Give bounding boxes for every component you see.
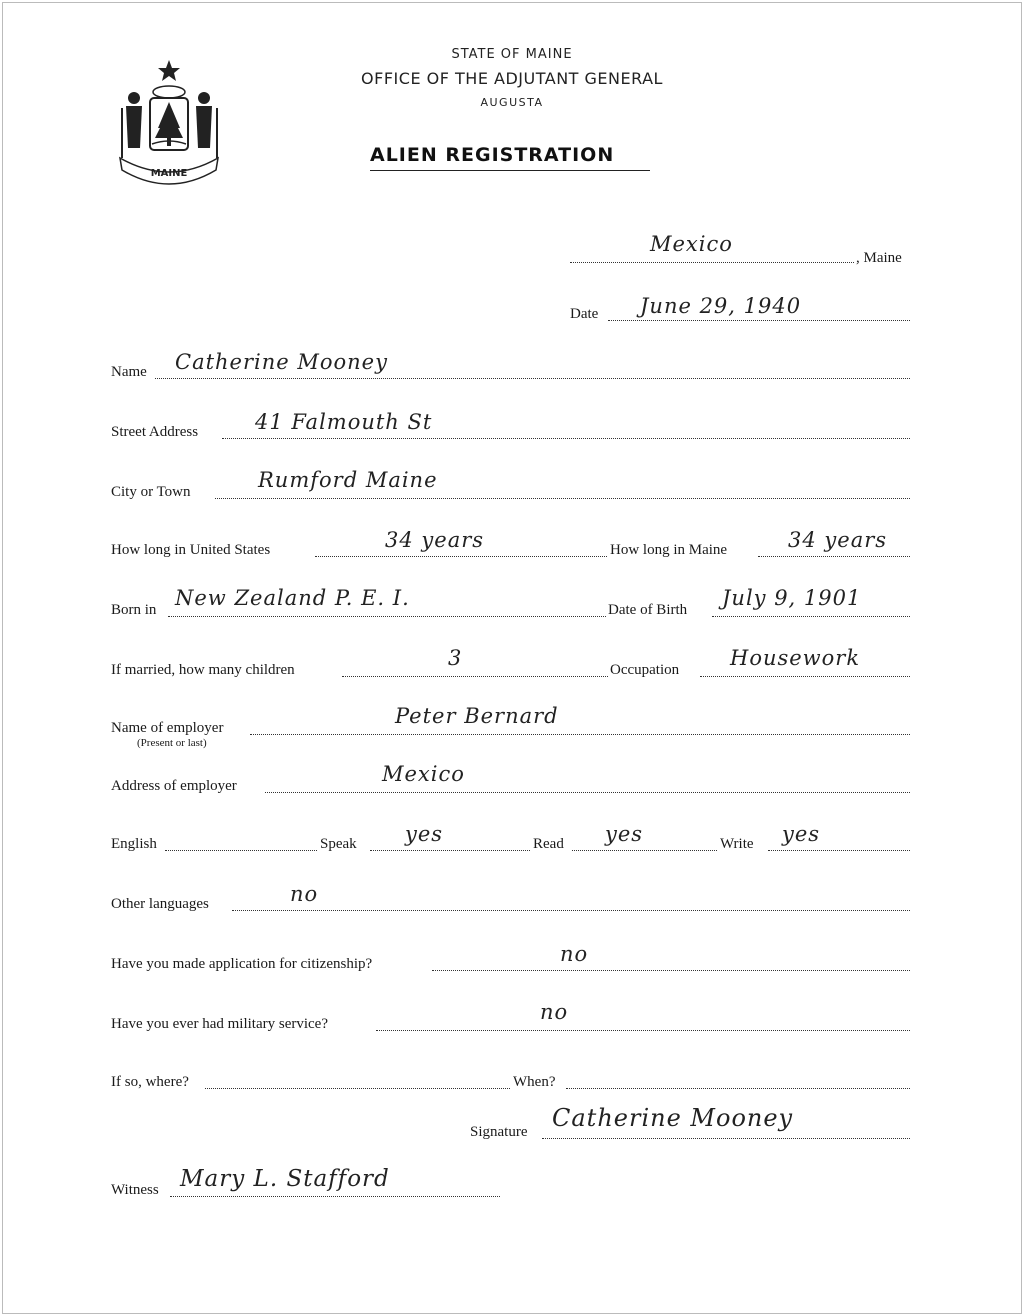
us-value: 34 years bbox=[385, 528, 485, 552]
other-languages-value: no bbox=[290, 882, 319, 906]
citizenship-label: Have you made application for citizenship? bbox=[111, 956, 373, 972]
english-label: English bbox=[111, 836, 157, 852]
dob-value: July 9, 1901 bbox=[722, 586, 862, 610]
city-line bbox=[215, 498, 910, 499]
town-suffix: , Maine bbox=[856, 250, 902, 266]
employer-address-line bbox=[265, 792, 910, 793]
other-languages-line bbox=[232, 910, 910, 911]
employer-label: Name of employer bbox=[111, 720, 224, 736]
read-line bbox=[572, 850, 717, 851]
town-line bbox=[570, 262, 854, 263]
speak-line bbox=[370, 850, 530, 851]
write-value: yes bbox=[782, 822, 821, 846]
english-line bbox=[165, 850, 317, 851]
employer-address-label: Address of employer bbox=[111, 778, 237, 794]
other-languages-label: Other languages bbox=[111, 896, 209, 912]
write-label: Write bbox=[720, 836, 754, 852]
date-line bbox=[608, 320, 910, 321]
city-value: Rumford Maine bbox=[258, 468, 438, 492]
employer-value: Peter Bernard bbox=[395, 704, 559, 728]
signature-value: Catherine Mooney bbox=[552, 1104, 794, 1132]
occupation-line bbox=[700, 676, 910, 677]
witness-value: Mary L. Stafford bbox=[180, 1166, 390, 1192]
name-label: Name bbox=[111, 364, 147, 380]
name-value: Catherine Mooney bbox=[175, 350, 388, 374]
where-line bbox=[205, 1088, 510, 1089]
employer-sublabel: (Present or last) bbox=[137, 737, 207, 749]
when-label: When? bbox=[513, 1074, 556, 1090]
citizenship-value: no bbox=[560, 942, 589, 966]
occupation-value: Housework bbox=[730, 646, 861, 670]
town-value: Mexico bbox=[650, 232, 733, 256]
military-value: no bbox=[540, 1000, 569, 1024]
date-value: June 29, 1940 bbox=[640, 294, 802, 318]
children-label: If married, how many children bbox=[111, 662, 295, 678]
header-state: STATE OF MAINE bbox=[451, 47, 573, 62]
title-underline bbox=[370, 170, 650, 171]
form-title: ALIEN REGISTRATION bbox=[370, 144, 615, 166]
children-value: 3 bbox=[448, 646, 463, 670]
name-line bbox=[155, 378, 910, 379]
speak-label: Speak bbox=[320, 836, 357, 852]
header-office: OFFICE OF THE ADJUTANT GENERAL bbox=[361, 69, 663, 88]
dob-line bbox=[712, 616, 910, 617]
svg-text:MAINE: MAINE bbox=[150, 168, 188, 179]
maine-value: 34 years bbox=[788, 528, 888, 552]
maine-line bbox=[758, 556, 910, 557]
dob-label: Date of Birth bbox=[608, 602, 688, 618]
employer-line bbox=[250, 734, 910, 735]
street-value: 41 Falmouth St bbox=[255, 410, 433, 434]
when-line bbox=[566, 1088, 910, 1089]
where-label: If so, where? bbox=[111, 1074, 189, 1090]
read-value: yes bbox=[605, 822, 644, 846]
witness-label: Witness bbox=[111, 1182, 159, 1198]
citizenship-line bbox=[432, 970, 910, 971]
born-label: Born in bbox=[111, 602, 157, 618]
children-line bbox=[342, 676, 608, 677]
page-border bbox=[2, 2, 1022, 1314]
street-label: Street Address bbox=[111, 424, 199, 440]
street-line bbox=[222, 438, 910, 439]
us-label: How long in United States bbox=[111, 542, 271, 558]
born-value: New Zealand P. E. I. bbox=[175, 586, 410, 610]
military-line bbox=[376, 1030, 910, 1031]
military-label: Have you ever had military service? bbox=[111, 1016, 328, 1032]
employer-address-value: Mexico bbox=[382, 762, 465, 786]
read-label: Read bbox=[533, 836, 564, 852]
witness-line bbox=[170, 1196, 500, 1197]
speak-value: yes bbox=[405, 822, 444, 846]
date-label: Date bbox=[570, 306, 599, 322]
signature-line bbox=[542, 1138, 910, 1139]
occupation-label: Occupation bbox=[610, 662, 680, 678]
header-city: AUGUSTA bbox=[480, 96, 544, 109]
maine-label: How long in Maine bbox=[610, 542, 728, 558]
signature-label: Signature bbox=[470, 1124, 528, 1140]
write-line bbox=[768, 850, 910, 851]
us-line bbox=[315, 556, 607, 557]
city-label: City or Town bbox=[111, 484, 191, 500]
born-line bbox=[168, 616, 606, 617]
